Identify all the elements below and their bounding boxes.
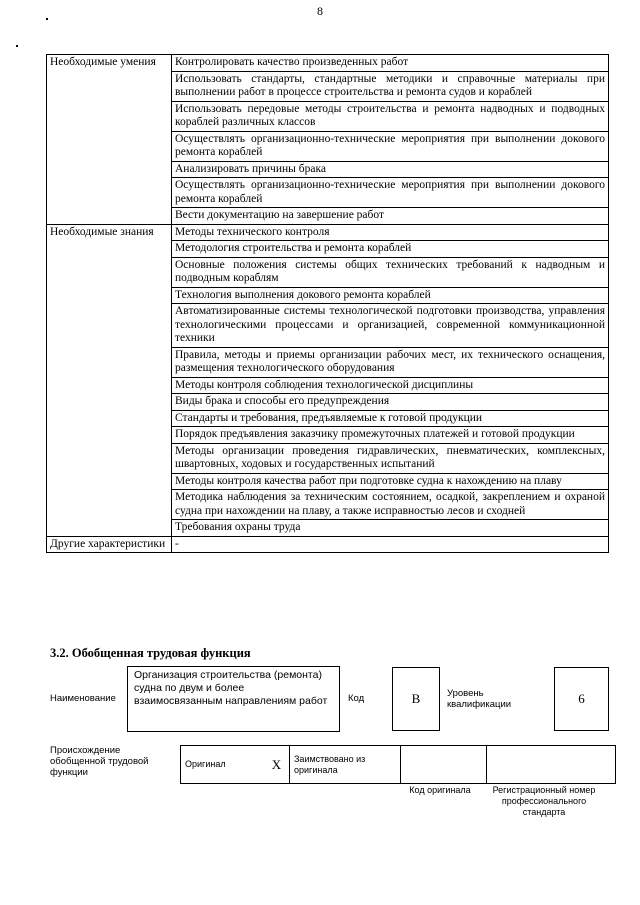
row-label: Другие характеристики [47,536,172,553]
table-cell: Виды брака и способы его предупреждения [172,394,609,411]
level-value-box [554,667,609,731]
original-mark: X [264,746,290,784]
table-cell: Требования охраны труда [172,520,609,537]
table-cell: Использовать передовые методы строительства и ремонта надводных и подводных кораблей различных классов [172,101,609,131]
table-cell: Анализировать причины брака [172,161,609,178]
table-cell: Использовать стандарты, стандартные методики и справочные материалы при выполнении работ в процессе строительства и ремонта судов и кораблей [172,71,609,101]
level-label: Уровень квалификации [447,688,512,710]
table-cell: Автоматизированные системы технологической подготовки производства, управления технологическими процессами и организацией, современной коммуникационной техники [172,304,609,348]
page-number: 8 [317,4,323,18]
row-label: Необходимые умения [47,55,172,225]
section-title: 3.2. Обобщенная трудовая функция [50,646,251,660]
table-cell: Методы контроля качества работ при подготовке судна к нахождению на плаву [172,473,609,490]
table-cell: Методы технического контроля [172,224,609,241]
table-cell: Методика наблюдения за техническим состоянием, осадкой, закреплением и охраной судна при нахождении на плаву, а также исправностью лесов и сходней [172,490,609,520]
table-cell: Основные положения системы общих технических требований к надводным и подводным кораблям [172,257,609,287]
table-cell: Осуществлять организационно-технические мероприятия при выполнении докового ремонта кораблей [172,178,609,208]
table-cell: Технология выполнения докового ремонта кораблей [172,287,609,304]
code-value-box [392,667,440,731]
function-name-box [127,666,340,732]
origin-code-caption: Код оригинала [409,785,471,795]
origin-label: Происхождение обобщенной трудовой функции [50,745,149,778]
table-row [47,55,609,72]
table-cell: Методы контроля соблюдения технологической дисциплины [172,377,609,394]
row-label: Необходимые знания [47,224,172,536]
origin-code-cell [401,746,487,784]
table-row [47,224,609,241]
table-cell: Правила, методы и приемы организации рабочих мест, их технического оснащения, размещения технологического оборудования [172,347,609,377]
table-cell: Вести документацию на завершение работ [172,208,609,225]
scan-speck [16,45,18,47]
table-cell: Стандарты и требования, предъявляемые к готовой продукции [172,410,609,427]
function-name-value: Организация строительства (ремонта) судна по двум и более взаимосвязанным направлениям работ [134,669,328,707]
reg-number-caption: Регистрационный номер профессионального стандарта [492,785,596,817]
code-value: B [411,691,421,706]
name-label: Наименование [50,693,116,704]
origin-table [180,745,616,784]
scan-speck [46,18,48,20]
reg-number-cell [487,746,616,784]
table-cell: Порядок предъявления заказчику промежуточных платежей и готовой продукции [172,427,609,444]
borrowed-label: Заимствовано из оригинала [290,746,401,784]
table-row [47,536,609,553]
table-cell: - [172,536,609,553]
table-cell: Методология строительства и ремонта кораблей [172,241,609,258]
code-label: Код [348,693,365,704]
requirements-table [46,54,609,553]
level-value: 6 [578,691,585,706]
table-cell: Контролировать качество произведенных работ [172,55,609,72]
original-label: Оригинал [181,746,265,784]
table-cell: Методы организации проведения гидравлических, пневматических, комплексных, швартовных, ходовых и государственных испытаний [172,443,609,473]
table-cell: Осуществлять организационно-технические мероприятия при выполнении докового ремонта кораблей [172,131,609,161]
